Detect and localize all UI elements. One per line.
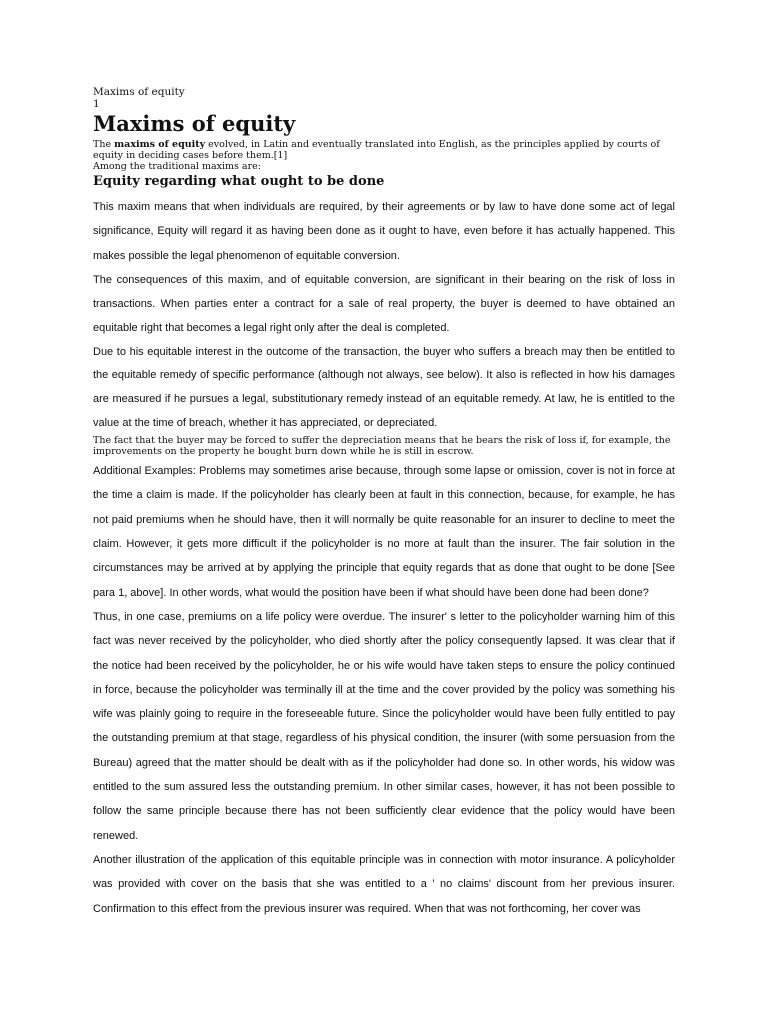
intro-bold-term: maxims of equity	[114, 139, 206, 150]
section-heading: Equity regarding what ought to be done	[93, 174, 385, 189]
intro-text-pre: The	[93, 139, 115, 150]
body-paragraph: Thus, in one case, premiums on a life policy were overdue. The insurer' s letter to the policyholder warning him of this fact was never received by the policyholder, who died shortly after the policy consequently lapsed. It was clear that if the notice had been received by the policyholder, he or his wife would have taken steps to ensure the policy continued in force, because the policyholder was terminally ill at the time and the cover provided by the policy was something his wife was plainly going to require in the foreseeable future. Since the policyholder would have been fully entitled to pay the outstanding premium at that stage, regardless of his physical condition, the insurer (with some persuasion from the Bureau) agreed that the matter should be dealt with as if the policyholder had done so. In other words, his widow was entitled to the sum assured less the outstanding premium. In other similar cases, however, it has not been possible to follow the same principle because there has not been sufficiently clear evidence that the policy would have been renewed.	[93, 610, 675, 842]
body-paragraph: This maxim means that when individuals are required, by their agreements or by law to have done some act of legal significance, Equity will regard it as having been done as it ought to have, even before it has actually happened. This makes possible the legal phenomenon of equitable conversion.	[93, 201, 675, 262]
document-page	[93, 86, 675, 921]
body-paragraph: Additional Examples: Problems may sometimes arise because, through some lapse or omission, cover is not in force at the time a claim is made. If the policyholder has clearly been at fault in this connection, because, for example, he has not paid premiums when he should have, then it will normally be quite reasonable for an insurer to decline to meet the claim. However, it gets more difficult if the policyholder is no more at fault than the insurer. The fair solution in the circumstances may be arrived at by applying the principle that equity regards that as done that ought to be done [See para 1, above]. In other words, what would the position have been if what should have been done had been done?	[93, 465, 675, 599]
running-header-page-number: 1	[93, 98, 100, 110]
body-paragraph: Due to his equitable interest in the outcome of the transaction, the buyer who suffers a breach may then be entitled to the equitable remedy of specific performance (although not always, see below). It also is reflected in how his damages are measured if he pursues a legal, substitutionary remedy instead of an equitable remedy. At law, he is entitled to the value at the time of breach, whether it has appreciated, or depreciated.	[93, 345, 675, 429]
running-header-title: Maxims of equity	[93, 86, 185, 98]
intro-paragraph	[93, 139, 675, 161]
intro-list-lead: Among the traditional maxims are:	[93, 161, 261, 172]
serif-note-paragraph: The fact that the buyer may be forced to suffer the depreciation means that he bears the risk of loss if, for example, the improvements on the property he bought burn down while he is still in escrow.	[93, 435, 671, 458]
body-paragraph: The consequences of this maxim, and of equitable conversion, are significant in their bearing on the risk of loss in transactions. When parties enter a contract for a sale of real property, the buyer is deemed to have obtained an equitable right that becomes a legal right only after the deal is completed.	[93, 273, 675, 335]
page-title: Maxims of equity	[93, 111, 296, 136]
intro-text-post: evolved, in Latin and eventually translated into English, as the principles applied by courts of equity in deciding cases before them.[1]	[93, 139, 660, 161]
body-paragraph: Another illustration of the application of this equitable principle was in connection with motor insurance. A policyholder was provided with cover on the basis that she was entitled to a ' no claims' discount from her previous insurer. Confirmation to this effect from the previous insurer was required. When that was not forthcoming, her cover was	[93, 853, 675, 915]
